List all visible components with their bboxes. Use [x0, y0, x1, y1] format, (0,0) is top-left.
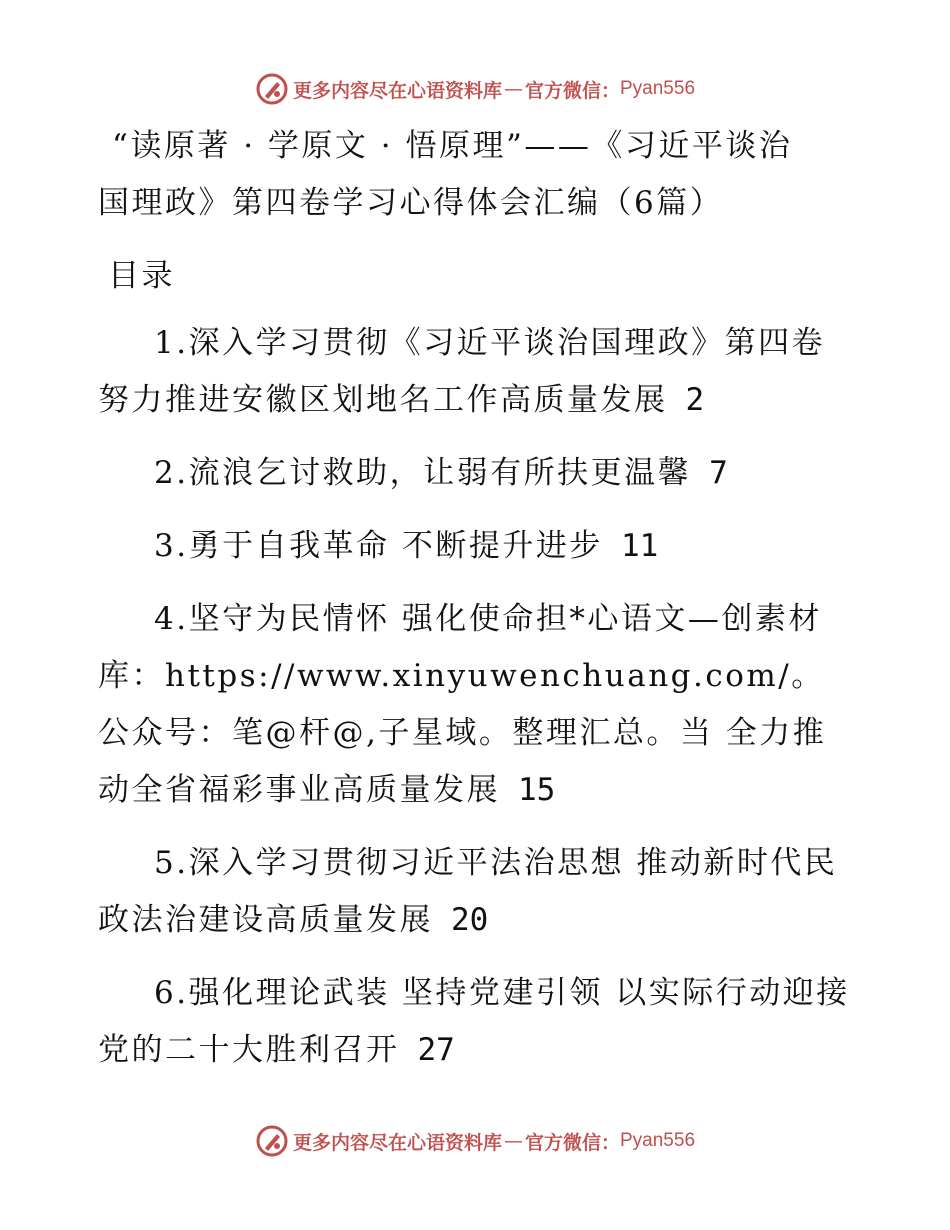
header-watermark: [0, 72, 950, 106]
pen-logo-icon: [255, 1124, 289, 1158]
document-title: [98, 118, 858, 232]
watermark-text: 更多内容尽在心语资料库: [292, 1131, 502, 1154]
toc-item-text: 4.坚守为民情怀 强化使命担*心语文—创素材库：https://www.xinyuwenchuang.com/。公众号：笔@杆@,子星域。整理汇总。当 全力推动全省福彩事业高质量发展: [98, 601, 827, 808]
footer-watermark: [0, 1124, 950, 1158]
toc-item-text: 6.强化理论武装 坚持党建引领 以实际行动迎接党的二十大胜利召开: [98, 975, 850, 1068]
watermark-label: 官方微信：: [524, 1131, 620, 1154]
toc-item-text: 2.流浪乞讨救助，让弱有所扶更温馨: [154, 455, 692, 491]
toc-item-page: 7: [709, 455, 728, 491]
watermark-separator: —: [503, 78, 523, 100]
toc-item-3: [98, 518, 858, 575]
title-line-2: 国理政》第四卷学习心得体会汇编（6篇）: [98, 185, 724, 221]
toc-item-1: [98, 315, 858, 429]
watermark-wechat-id: Pyan556: [620, 1130, 696, 1151]
document-body: [98, 118, 858, 1079]
toc-item-4: [98, 591, 858, 819]
watermark-label: 官方微信：: [524, 79, 620, 102]
toc-item-5: [98, 835, 858, 949]
watermark-separator: —: [503, 1130, 523, 1152]
pen-logo-icon: [255, 72, 289, 106]
toc-item-text: 5.深入学习贯彻习近平法治思想 推动新时代民政法治建设高质量发展: [98, 845, 838, 938]
toc-item-page: 27: [417, 1032, 455, 1068]
toc-heading: 目录: [108, 258, 175, 294]
watermark-text: 更多内容尽在心语资料库: [292, 79, 502, 102]
toc-item-page: 11: [620, 528, 659, 564]
toc-item-text: 1.深入学习贯彻《习近平谈治国理政》第四卷努力推进安徽区划地名工作高质量发展: [98, 325, 826, 418]
toc-item-6: [98, 965, 858, 1079]
toc-item-page: 20: [451, 902, 489, 938]
title-line-1: “读原著 · 学原文 · 悟原理”——《习近平谈治: [112, 128, 793, 164]
toc-item-page: 2: [685, 382, 705, 418]
toc-list: [98, 315, 858, 1079]
toc-item-text: 3.勇于自我革命 不断提升进步: [154, 528, 603, 564]
toc-item-2: [98, 445, 858, 502]
watermark-wechat-id: Pyan556: [620, 78, 696, 99]
toc-item-page: 15: [518, 772, 556, 808]
